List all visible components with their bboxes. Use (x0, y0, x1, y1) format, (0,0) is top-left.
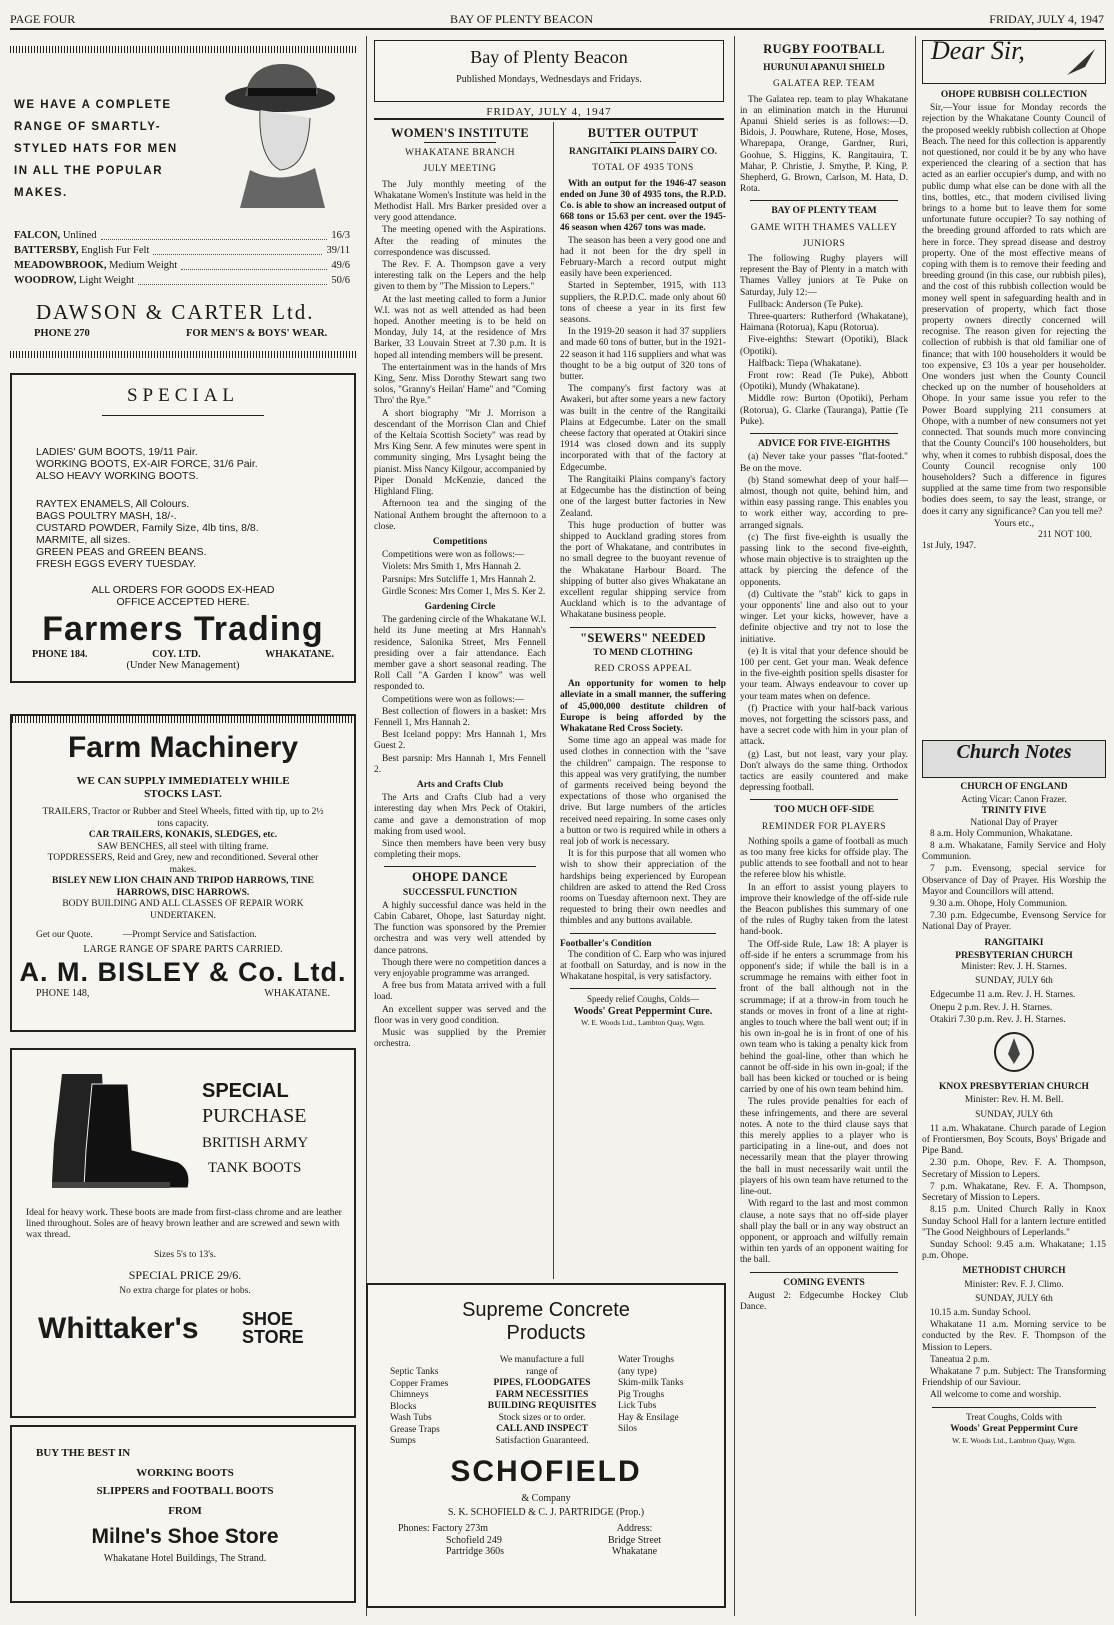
machinery-line: TRAILERS, Tractor or Rubber and Steel Wheels, fitted with tip, up to 2½ tons capacity. (42, 807, 324, 829)
sewers-sub: TO MEND CLOTHING (593, 647, 693, 658)
beacon-title-box (374, 40, 724, 102)
offside-para: The Off-side Rule, Law 18: A player is off-side if he enters a scrummage from his opponent's side; if while the ball is in a scrummage he remains with either foot in front of the ball although not in the scrummage; if at a throw-in from touch he stands or moves in front of a line at right-angles to touch where the ball went out; if in his own in-goal he is in front of one of his own team who is taking a penalty kick from behind the goal-line, other than which he cannot be off-side in his own in-goal; if the ball has been kicked or touched or is being carried by one of his own team behind him. (740, 939, 908, 1096)
wi-comp-heading: Competitions (432, 536, 488, 547)
tank-boots-ad (10, 1048, 356, 1418)
bop-juniors: JUNIORS (802, 238, 846, 249)
ohope-dance-para: Music was supplied by the Premier orchestra. (374, 1028, 546, 1050)
milne-l4: FROM (168, 1505, 202, 1517)
letter-body: Sir,—Your issue for Monday records the rejection by the Whakatane County Council of the proposed weekly rubbish collection at Ohope Beach. The need for this collection is apparently not questioned, nor could it be by any who have experienced the clearing of a section that has acted as an earlier occupier's dump, and with no public dump what else can be done with all the tins, bottles, etc., that modern civilised living brings to a home but to leave them for some unfortunate future occupier? To say nothing of the breeding ground afforded to rats which are here in force. They spread disease and destroy property. One of the most effective means of coping with them is to remove their feeding and breeding ground (in this case, our rubbish piles), and the cost of this rubbish collection would be money well spent in safeguarding health and in preservation of property, which fact those property owners directly concerned will recognise. The reason given for rejecting the collection of rubbish is that old familiar one of finance; that with 100 householders it would be too expensive, £3 10s a year per householder. One wonders just when the County Council checked up on the number of householders at Ohope. In your same issue you refer to the Power Board supplying 211 consumers at Ohope, with a number of new consumers not yet connected. That sounds much more convincing that the County Council's 100 householders, but why, when it comes to rubbish disposal, does the County Council recognise only 100 householders? Such a difference in figures supplied at the same time from two responsible bodies does seem, to say the least, strange, or does it carry any significance? Can you tell me? (922, 103, 1106, 517)
bop-team-heading: BAY OF PLENTY TEAM (771, 206, 877, 217)
page-date: FRIDAY, JULY 4, 1947 (989, 12, 1104, 26)
farm-machinery-ad (10, 714, 356, 1032)
methodist-item: Taneatua 2 p.m. (930, 1354, 990, 1365)
sewers-sub2: RED CROSS APPEAL (594, 663, 692, 674)
butter-para: The season has been a very good one and had it not been for the dry spell in February-March a record output might easily have been experienced. (560, 235, 726, 280)
farmers-line: GREEN PEAS and GREEN BEANS. (36, 546, 207, 558)
bop-para: Five-eighths: Stewart (Opotiki), Black (Opotiki). (740, 335, 908, 357)
schofield-phones: Phones: Factory 273m Schofield 249 Partridge 360s (398, 1523, 505, 1557)
methodist-heading: METHODIST CHURCH (962, 1266, 1066, 1277)
farmers-line: ALSO HEAVY WORKING BOOTS. (36, 470, 199, 482)
advice-para: (g) Last, but not least, vary your play. Don't always do the same thing. Orthodox tactics are easily countered and make depressing football. (740, 749, 908, 794)
advice-para: (c) The first five-eighth is usually the passing link to the second five-eighth, whose main objective is to straighten up the attack by piercing the defence of the opponents. (740, 532, 908, 588)
hat-price-row: BATTERSBY, English Fur Felt 39/11 (14, 245, 350, 256)
cofe-item: 8 a.m. Whakatane, Family Service and Holy Communion. (922, 841, 1106, 863)
farmers-line: FRESH EGGS EVERY TUESDAY. (36, 558, 197, 570)
hats-line: WE HAVE A COMPLETE (14, 99, 172, 111)
ohope-dance-para: An excellent supper was served and the floor was in very good condition. (374, 1004, 546, 1026)
farmers-trading-ad (10, 373, 356, 683)
concrete-mid-list: We manufacture a full range of PIPES, FLOODGATES FARM NECESSITIES BUILDING REQUISITES Stock sizes or to order. CALL AND INSPECT Satisfaction Guaranteed. (487, 1355, 597, 1446)
boots-icon (32, 1064, 192, 1194)
ohope-dance-heading: OHOPE DANCE (411, 870, 508, 885)
rugby-article (740, 40, 908, 1615)
knox-minister: Minister: Rev. H. M. Bell. (964, 1095, 1064, 1106)
shoe-store-label: SHOE STORE (242, 1309, 304, 1347)
letter-yours: Yours etc., (994, 518, 1034, 529)
farmers-coy: COY. LTD. (152, 649, 201, 660)
hats-line: IN ALL THE POPULAR (14, 165, 164, 177)
wi-garden: Competitions were won as follows:— (382, 694, 525, 705)
knox-item: 8.15 p.m. United Church Rally in Knox Sunday School Hall for a lantern lecture entitled "The Good Neighbours of Leperlands." (922, 1205, 1106, 1238)
knox-item: 7 p.m. Whakatane, Rev. F. A. Thompson, Secretary of Mission to Lepers. (922, 1181, 1106, 1204)
letter-article (922, 40, 1106, 750)
woods-ad-line: Speedy relief Coughs, Colds— (587, 994, 699, 1005)
butter-lead: With an output for the 1946-47 season ended on June 30 of 4935 tons, the R.P.D. Co. is able to show an increased output of 668 tons or 15.63 per cent. over the 1945-46 season when 4267 tons was made. (560, 178, 726, 234)
hat-price-row: WOODROW, Light Weight 50/6 (14, 275, 350, 286)
butter-sub: RANGITAIKI PLAINS DAIRY CO. (569, 147, 717, 158)
rugby-shield: HURUNUI APANUI SHIELD (763, 63, 885, 74)
boots-h4: TANK BOOTS (208, 1160, 302, 1176)
rangitaiki-item: Otakiri 7.30 p.m. Rev. J. H. Starnes. (930, 1014, 1066, 1025)
schofield-props: S. K. SCHOFIELD & C. J. PARTRIDGE (Prop.) (447, 1507, 645, 1518)
machinery-sub: WE CAN SUPPLY IMMEDIATELY WHILE STOCKS LAST. (76, 775, 290, 800)
rugby-galatea: GALATEA REP. TEAM (772, 79, 875, 90)
ohope-dance-para: Though there were no competition dances a very enjoyable programme was arranged. (374, 957, 546, 980)
knox-item: 11 a.m. Whakatane. Church parade of Legion of Frontiersmen, Boy Scouts, Boys' Brigade and Pipe Band. (922, 1123, 1106, 1157)
bop-para: The following Rugby players will represent the Bay of Plenty in a match with Thames Valley juniors at Te Puke on Saturday, July 12:— (740, 254, 908, 298)
milne-name: Milne's Shoe Store (91, 1525, 279, 1548)
milne-l3: SLIPPERS and FOOTBALL BOOTS (96, 1485, 274, 1497)
column-rule (553, 122, 554, 1279)
offside-sub: REMINDER FOR PLAYERS (761, 821, 887, 832)
burning-bush-emblem (922, 1030, 1106, 1078)
offside-para: With regard to the last and most common clause, a note says that no off-side player shall play the ball or in any way obstruct an opponent, or approach and wilfully remain within ten yards of an opponent waiting for the ball. (740, 1199, 908, 1266)
bisley-town: WHAKATANE. (264, 988, 330, 999)
wi-arts: The Arts and Crafts Club had a very interesting day when Mrs Peck of Otakiri, came and gave a demonstration of mop making from used wool. (374, 793, 546, 837)
boots-h3: BRITISH ARMY (202, 1135, 309, 1151)
bop-game: GAME WITH THAMES VALLEY (750, 222, 898, 233)
hat-man-icon (210, 58, 350, 208)
masthead (10, 8, 1104, 30)
wi-comp: Competitions were won as follows:— (382, 550, 525, 561)
methodist-item: Whakatane 7 p.m. Subject: The Transforming Friendship of our Saviour. (922, 1366, 1106, 1389)
hat-price-row: MEADOWBROOK, Medium Weight 49/6 (14, 260, 350, 271)
hat-price-row: FALCON, Unlined 16/3 (14, 230, 350, 241)
boots-price: SPECIAL PRICE 29/6. (128, 1268, 242, 1282)
coming-events-heading: COMING EVENTS (783, 1277, 865, 1288)
bop-para: Middle row: Burton (Opotiki), Perham (Rotorua), G. Clarke (Tauranga), Pattie (Te Puke). (740, 394, 908, 427)
butter-para: This huge production of butter was shipped to Auckland grading stores from the port of Whakatane, and contributes in no small degree to the buoyant revenue of the Whakatane Harbour Board. The shipping of butter also gives Whakatane an excellent regular shipping service from Auckland which is to the advantage of Whakatane business people. (560, 520, 726, 621)
ohope-dance-para: A highly successful dance was held in the Cabin Cabaret, Ohope, last Saturday night. The function was sponsored by the Premier orchestra and was very well attended by dance patrons. (374, 900, 546, 956)
wi-garden: Best collection of flowers in a basket: Mrs Fennell 1, Mrs Hannah 2. (374, 706, 546, 728)
advice-para: (f) Practice with your half-back various moves, not forgetting the scissors pass, and have a secret code with him in your plan of attack. (740, 703, 908, 748)
farm-machinery-heading: Farm Machinery (67, 731, 299, 764)
farmers-line: CUSTARD POWDER, Family Size, 4lb tins, 8/8. (36, 522, 259, 534)
womens-institute-article (374, 124, 546, 1274)
offside-para: Nothing spoils a game of football as much as too many free kicks for offside play. The public attends to see football and not to hear the referee blow his whistle. (740, 836, 908, 881)
machinery-line: TOPDRESSERS, Reid and Grey, new and reconditioned. Several other makes. (47, 853, 319, 875)
butter-output-article (560, 124, 726, 1274)
boots-extra: No extra charge for plates or hobs. (119, 1286, 251, 1296)
coming-events-para: August 2: Edgecumbe Hockey Club Dance. (740, 1290, 908, 1312)
ohope-dance-para: A free bus from Matata arrived with a full load. (374, 981, 546, 1003)
sewers-para: Some time ago an appeal was made for used clothes in connection with the "save the children" campaign. The response to this appeal was very gratifying, the number of garments received being beyond the expectations of those who organised the drive. But large numbers of the articles received need repairing. In some cases only a button or two is required while in others a real job of work is necessary. (560, 736, 726, 847)
beacon-pub: Published Mondays, Wednesdays and Fridays. (456, 74, 642, 85)
cofe-day: TRINITY FIVE (981, 806, 1047, 817)
knox-item: 2.30 p.m. Ohope, Rev. F. A. Thompson, Secretary of Mission to Lepers. (922, 1158, 1106, 1180)
wi-garden: Best Iceland poppy: Mrs Hannah 1, Mrs Guest 2. (374, 730, 546, 752)
boots-h2: PURCHASE (202, 1105, 307, 1127)
church-notes (922, 740, 1106, 1616)
page-number: PAGE FOUR (10, 12, 76, 26)
advice-para: (d) Cultivate the "stab" kick to gaps in your opponents' line and also out to your winger. Let your kicks, however, have a definite objective and try not to lose the initiative. (740, 589, 908, 645)
advice-para: (b) Stand somewhat deep of your half—almost, though not quite, behind him, and within easy passing range. This enables you to work either way, according to pre-arranged signals. (740, 475, 908, 531)
paper-name: BAY OF PLENTY BEACON (450, 12, 594, 26)
cofe-item: 9.30 a.m. Ohope, Holy Communion. (930, 899, 1068, 910)
concrete-left-list: Septic Tanks Copper Frames Chimneys Blocks Wash Tubs Grease Traps Sumps (390, 1367, 449, 1446)
milne-l2: WORKING BOOTS (136, 1467, 234, 1479)
woods-ad-line: Treat Coughs, Colds with (965, 1412, 1063, 1423)
wi-garden: The gardening circle of the Whakatane W.I. held its June meeting at Mrs Hannah's residence, Salonika Street, Mrs Fennell presiding over a fair attendance. Each member gave a short seasonal reading. The Roll Call "A Garden I know" was well responded to. (374, 615, 546, 693)
bisley-name: A. M. BISLEY & Co. Ltd. (19, 957, 347, 987)
methodist-day: SUNDAY, JULY 6th (975, 1293, 1053, 1304)
advice-para: (a) Never take your passes "flat-footed." Be on the move. (740, 452, 908, 474)
rangitaiki-heading2: PRESBYTERIAN CHURCH (955, 950, 1073, 961)
whittakers-name: Whittaker's (38, 1312, 199, 1345)
ohope-dance-sub: SUCCESSFUL FUNCTION (402, 887, 518, 898)
schofield-company: & Company (521, 1493, 571, 1504)
offside-para: In an effort to assist young players to improve their knowledge of the off-side rule the Beacon publishes this summary of one of the rules of Rugby taken from the latest hand-book. (740, 882, 908, 938)
wi-arts: Since then members have been very busy completing their mops. (374, 838, 546, 861)
wi-meeting: JULY MEETING (423, 164, 497, 175)
dawson-tagline: FOR MEN'S & BOYS' WEAR. (186, 328, 328, 339)
supreme-concrete-ad (366, 1283, 726, 1608)
butter-para: The Rangitaiki Plains company's factory at Edgecumbe has the distinction of being one of the largest butter factories in New Zealand. (560, 474, 726, 519)
farmers-line: WORKING BOOTS, EX-AIR FORCE, 31/6 Pair. (36, 458, 258, 470)
milne-ad (10, 1425, 356, 1603)
butter-para: The company's first factory was at Awakeri, but after some years a new factory was built in the centre of the Rangitaiki Plains at Edgecumbe. Later on the small cheese factory that operated at Otakiri since 1914 was closed down and its supply incorporated with that of the factory at Edgecumbe. (560, 384, 726, 473)
letter-signature: 211 NOT 100. (1038, 529, 1092, 540)
offside-heading: TOO MUCH OFF-SIDE (773, 805, 875, 816)
dawson-phone: PHONE 270 (34, 328, 90, 339)
knox-day: SUNDAY, JULY 6th (975, 1109, 1053, 1120)
methodist-minister: Minister: Rev. F. J. Climo. (964, 1279, 1064, 1290)
machinery-line: BODY BUILDING AND ALL CLASSES OF REPAIR WORK UNDERTAKEN. (62, 899, 304, 921)
rangitaiki-day: SUNDAY, JULY 6th (975, 976, 1053, 987)
wi-para: At the last meeting called to form a Junior W.I. was not as well attended as had been hoped. Another meeting is to be held on Monday, July 14, at the residence of Mrs Barker, 33 Louvain Street at 7.30 p.m. It is hoped all intending members will be present. (374, 294, 546, 361)
knox-heading: KNOX PRESBYTERIAN CHURCH (939, 1082, 1089, 1093)
milne-l1: BUY THE BEST IN (36, 1447, 131, 1459)
rangitaiki-minister: Minister: Rev. J. H. Starnes. (961, 962, 1067, 973)
beacon-date: FRIDAY, JULY 4, 1947 (486, 106, 612, 118)
farmers-town: WHAKATANE. (265, 649, 334, 660)
cofe-item: 7.30 p.m. Edgecumbe, Evensong Service for National Day of Prayer. (922, 911, 1106, 933)
beacon-title: Bay of Plenty Beacon (470, 47, 628, 67)
sewers-heading: "SEWERS" NEEDED (580, 630, 706, 645)
sewers-lead: An opportunity for women to help alleviate in a small manner, the suffering of 45,000,000 destitute children of Europe is being afforded by the Whakatane Red Cross Society. (560, 679, 726, 734)
farmers-line: LADIES' GUM BOOTS, 19/11 Pair. (36, 446, 198, 458)
woods-ad-address: W. E. Woods Ltd., Lambton Quay, Wgtn. (952, 1435, 1076, 1445)
wi-para: A short biography "Mr J. Morrison a descendant of the Morrison Clan and Chief of the Keltaia Scottish Society" was read by Mrs King Senr. A few minutes were spent in community singing, Mrs Lysaght being the pianist. Miss Nancy Kilgour, accompanied by Piper Donald McKenzie, danced the Highland Fling. (374, 408, 546, 498)
wi-comp: Parsnips: Mrs Sutcliffe 1, Mrs Hannah 2. (382, 574, 536, 585)
farmers-management: (Under New Management) (126, 660, 240, 671)
farmers-orders: ALL ORDERS FOR GOODS EX-HEAD OFFICE ACCEPTED HERE. (91, 584, 275, 608)
machinery-line: CAR TRAILERS, KONAKIS, SLEDGES, etc. (88, 830, 278, 840)
hats-line: MAKES. (14, 187, 68, 199)
rangitaiki-item: Edgecumbe 11 a.m. Rev. J. H. Starnes. (930, 990, 1076, 1001)
butter-para: In the 1919-20 season it had 37 suppliers and made 60 tons of butter, but in the 1921-22 season it had 116 suppliers and what was thought to be a big output of 320 tons of butter. (560, 327, 726, 383)
machinery-service: —Prompt Service and Satisfaction. (122, 930, 257, 940)
church-notes-banner: Church Notes (922, 740, 1106, 778)
advice-heading: ADVICE FOR FIVE-EIGHTHS (758, 439, 890, 450)
galatea-para: The Galatea rep. team to play Whakatane in an elimination match in the Hurunui Apanui Shield series is as follows:—D. Bidois, J. Pouwhare, Rutene, Hose, Moses, Wharepapa, Orange, Gardner, Ruri, Goohue, S. Higgins, K. Rangitauira, T. Mahar, P. Christie, J. Smythe, P. King, P. Shepherd, G. Brown, Carlson, M. Hata, D. Rota. (740, 94, 908, 195)
letter-date: 1st July, 1947. (922, 541, 977, 552)
sewers-para: It is for this purpose that all women who wish to show their appreciation of the hardships being experienced by European children are asked to attend the Red Cross rooms on Tuesday afternoon next. They are requested to bring their own needles and thimbles and any buttons available. (560, 849, 726, 927)
dawson-carter-name: DAWSON & CARTER Ltd. (36, 300, 315, 324)
wi-para: Afternoon tea and the singing of the National Anthem brought the afternoon to a close. (374, 499, 546, 532)
woods-ad-name: Woods' Great Peppermint Cure (950, 1423, 1078, 1434)
footballer-para: The condition of C. Earp who was injured at football on Saturday, and is now in the Whakatane hospital, is very satisfactory. (560, 949, 726, 983)
milne-address: Whakatane Hotel Buildings, The Strand. (103, 1553, 267, 1564)
wi-comp: Girdle Scones: Mrs Comer 1, Mrs S. Ker 2. (382, 586, 546, 597)
machinery-quote: Get our Quote. (36, 930, 93, 940)
farmers-line: MARMITE, all sizes. (36, 534, 131, 546)
special-heading: SPECIAL (126, 385, 240, 406)
boots-sizes: Sizes 5's to 13's. (153, 1250, 216, 1260)
column-rule (915, 36, 916, 1616)
concrete-right-list: Water Troughs (any type) Skim-milk Tanks Pig Troughs Lick Tubs Hay & Ensilage Silos (618, 1355, 684, 1434)
column-rule (734, 36, 735, 1616)
cofe-item: 7 p.m. Evensong, special service for Observance of Day of Prayer. His Worship the Mayor and Councillors will attend. (922, 864, 1106, 897)
bop-para: Fullback: Anderson (Te Puke). (748, 299, 863, 310)
wi-para: The entertainment was in the hands of Mrs King, Senr. Miss Dorothy Stewart sang two solos, "Granny's Heilan' Hame" and "Coming Thro' the Rye." (374, 362, 546, 407)
schofield-name: SCHOFIELD (450, 1455, 642, 1488)
bop-para: Halfback: Tiepa (Whakatane). (748, 358, 862, 369)
cofe-item: 8 a.m. Holy Communion, Whakatane. (930, 828, 1073, 839)
machinery-spares: LARGE RANGE OF SPARE PARTS CARRIED. (83, 944, 283, 955)
methodist-item: 10.15 a.m. Sunday School. (930, 1307, 1031, 1318)
letter-heading: OHOPE RUBBISH COLLECTION (940, 90, 1088, 100)
bop-para: Front row: Read (Te Puke), Abbott (Opotiki), Mundy (Whakatane). (740, 371, 908, 393)
hatch-border (12, 716, 354, 723)
bop-para: Three-quarters: Rutherford (Whakatane), Haimana (Rotorua), Kapu (Rotorua). (740, 312, 908, 334)
wi-garden: Best parsnip: Mrs Hannah 1, Mrs Fennell 2. (374, 753, 546, 775)
knox-item: Sunday School: 9.45 a.m. Whakatane; 1.15 p.m. Ohope. (922, 1239, 1106, 1262)
advice-para: (e) It is vital that your defence should be 100 per cent. Get your man. Weak defence in the five-eighth position spells disaster for your team. Always endeavour to cover up your team mates when on defence. (740, 646, 908, 702)
hats-line: RANGE OF SMARTLY- (14, 121, 162, 133)
methodist-item: Whakatane 11 a.m. Morning service to be conducted by the Rev. F. Thompson of the Mission to Lepers. (922, 1320, 1106, 1353)
methodist-item: All welcome to come and worship. (930, 1390, 1062, 1401)
hatch-border (10, 46, 356, 53)
concrete-title2: Products (506, 1322, 586, 1344)
footballer-heading: Footballer's Condition (560, 938, 652, 949)
rangitaiki-item: Onepu 2 p.m. Rev. J. H. Starnes. (930, 1002, 1053, 1013)
offside-para: The rules provide penalties for each of these infringements, and there are several notes. A note to the third clause says that this merely applies to a player who is participating in a line-out, and does not necessarily mean that the player throwing the ball in must necessarily wait until the players of his own team have returned to the line-out. (740, 1097, 908, 1198)
butter-sub2: TOTAL OF 4935 TONS (592, 163, 694, 174)
cofe-vicar: Acting Vicar: Canon Frazer. (961, 795, 1067, 806)
rangitaiki-heading: RANGITAIKI (984, 937, 1044, 948)
rule (374, 118, 724, 120)
wi-garden-heading: Gardening Circle (424, 601, 496, 612)
rugby-heading: RUGBY FOOTBALL (763, 42, 885, 56)
bisley-phone: PHONE 148, (36, 988, 90, 999)
butter-para: Started in September, 1915, with 113 suppliers, the R.P.D.C. made only about 60 tons of cheese a year in its first few seasons. (560, 281, 726, 326)
hats-ad (10, 46, 356, 368)
wi-para: The Rev. F. A. Thompson gave a very interesting talk on the Lepers and the help given to them by "The Mission to Lepers." (374, 260, 546, 293)
cofe-day2: National Day of Prayer (970, 817, 1058, 828)
schofield-address: Address: Bridge Street Whakatane (608, 1523, 662, 1557)
hatch-border (10, 351, 356, 358)
concrete-title1: Supreme Concrete (462, 1299, 630, 1321)
farmers-trading-name: Farmers Trading (42, 610, 324, 648)
machinery-line: SAW BENCHES, all steel with tilting frame. (97, 841, 269, 852)
wi-comp: Violets: Mrs Smith 1, Mrs Hannah 2. (382, 562, 522, 573)
farmers-phone: PHONE 184. (32, 649, 88, 660)
quill-icon (1065, 47, 1099, 77)
wi-arts-heading: Arts and Crafts Club (416, 779, 504, 790)
wi-para: The meeting opened with the Aspirations. After the reading of minutes the correspondence was discussed. (374, 225, 546, 258)
wi-heading: WOMEN'S INSTITUTE (390, 126, 530, 140)
boots-body: Ideal for heavy work. These boots are made from first-class chrome and are leather lined throughout. Soles are of heavy brown leather and are screwed and sewn with wax thread. (26, 1208, 342, 1240)
woods-ad-name: Woods' Great Peppermint Cure. (573, 1005, 713, 1017)
butter-heading: BUTTER OUTPUT (587, 126, 699, 140)
hats-line: STYLED HATS FOR MEN (14, 143, 178, 155)
wi-para: The July monthly meeting of the Whakatane Women's Institute was held in the Methodist Hall. Mrs Barker presided over a very good attendance. (374, 179, 546, 224)
farmers-line: BAGS POULTRY MASH, 18/-. (36, 510, 177, 522)
dear-sir-banner: Dear Sir, (922, 40, 1106, 84)
machinery-line: BISLEY NEW LION CHAIN AND TRIPOD HARROWS, TINE HARROWS, DISC HARROWS. (51, 876, 314, 898)
woods-ad-address: W. E. Woods Ltd., Lambton Quay, Wgtn. (581, 1017, 705, 1027)
cofe-heading: CHURCH OF ENGLAND (960, 782, 1068, 792)
farmers-line: RAYTEX ENAMELS, All Colours. (36, 498, 190, 510)
wi-branch: WHAKATANE BRANCH (405, 148, 515, 159)
boots-h1: SPECIAL (202, 1080, 289, 1102)
